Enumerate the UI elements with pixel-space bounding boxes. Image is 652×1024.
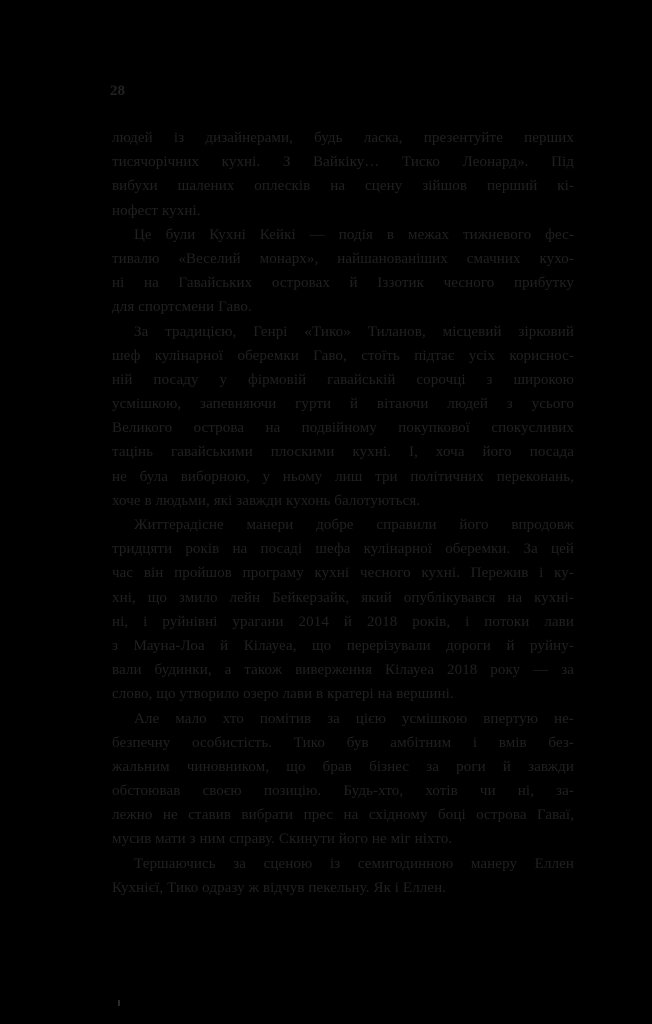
text-line: Кухнієї, Тико одразу ж відчув пекельну. Як і Еллен.: [112, 879, 447, 896]
text-line: нофест кухні.: [112, 202, 201, 219]
text-line: не була виборною, у ньому лиш три політичних переконань,: [112, 468, 574, 485]
text-line: вали будинки, а також виверження Кілауеа 2018 року — за: [112, 662, 574, 679]
text-line: Життерадісне манери добре справили його впродовж: [134, 517, 574, 533]
text-line: Тершаючись за сценою із семигодинною манеру Еллен: [134, 855, 574, 872]
text-line: вибухи шалених оплесків на сцену зійшов перший кі-: [112, 178, 574, 195]
text-line: тацінь гавайськими плоскими кухні. І, хоча його посада: [112, 444, 574, 461]
text-line: ній посаду у фірмовій гавайській сорочці з широкою: [112, 371, 574, 388]
text-line: обстоював своєю позицію. Будь-хто, хотів чи ні, за-: [112, 783, 574, 800]
text-line: хні, що змило лейн Бейкерзайк, який опублікувався на кухні-: [112, 589, 574, 606]
body-text: [112, 126, 574, 900]
text-line: тисячорічних кухні. З Вайкіку… Тиско Леонард». Під: [112, 154, 574, 171]
text-line: Великого острова на подвійному покупкової спокусливих: [112, 420, 574, 437]
text-line: з Мауна-Лоа й Кілауеа, що перерізували дороги й руйну-: [112, 637, 574, 654]
text-line: Це були Кухні Кейкі — подія в межах тижневого фес-: [134, 226, 574, 243]
bottom-edge-mark: [118, 1000, 120, 1006]
text-line: мусив мати з ним справу. Скинути його не міг ніхто.: [112, 831, 453, 848]
text-line: тивалю «Веселий монарх», найшанованіших смачних кухо-: [112, 250, 574, 267]
text-line: для спортсмени Гаво.: [112, 299, 252, 316]
text-line: За традицією, Генрі «Тико» Тиланов, місцевий зірковий: [134, 323, 574, 340]
text-line: ні, і руйнівні урагани 2014 й 2018 років, і потоки лави: [112, 613, 574, 630]
text-line: усмішкою, запевняючи гурти й вітаючи людей з усього: [112, 396, 574, 413]
text-line: час він пройшов програму кухні чесного кухні. Пережив і ку-: [112, 565, 574, 582]
text-line: жальним чиновником, що брав бізнес за роги й завжди: [112, 758, 574, 775]
text-line: безпечну особистість. Тико був амбітним і вмів без-: [112, 734, 574, 751]
text-line: людей із дизайнерами, будь ласка, презентуйте перших: [112, 130, 574, 146]
text-line: лежно не ставив вибрати прес на східному боці острова Гаваї,: [112, 807, 574, 824]
text-line: Але мало хто помітив за цією усмішкою впертую не-: [134, 710, 574, 727]
text-line: ні на Гавайських островах й Іззотик чесного прибутку: [112, 275, 574, 292]
text-line: тридцяти років на посаді шефа кулінарної оберемки. За цей: [112, 541, 574, 558]
text-line: хоче в людьми, які завжди кухонь балотуються.: [112, 492, 421, 509]
page-number: 28: [110, 83, 125, 99]
text-line: шеф кулінарної оберемки Гаво, стоїть підтає усіх кориснос-: [112, 347, 574, 364]
text-line: слово, що утворило озеро лави в кратері на вершині.: [112, 686, 454, 703]
